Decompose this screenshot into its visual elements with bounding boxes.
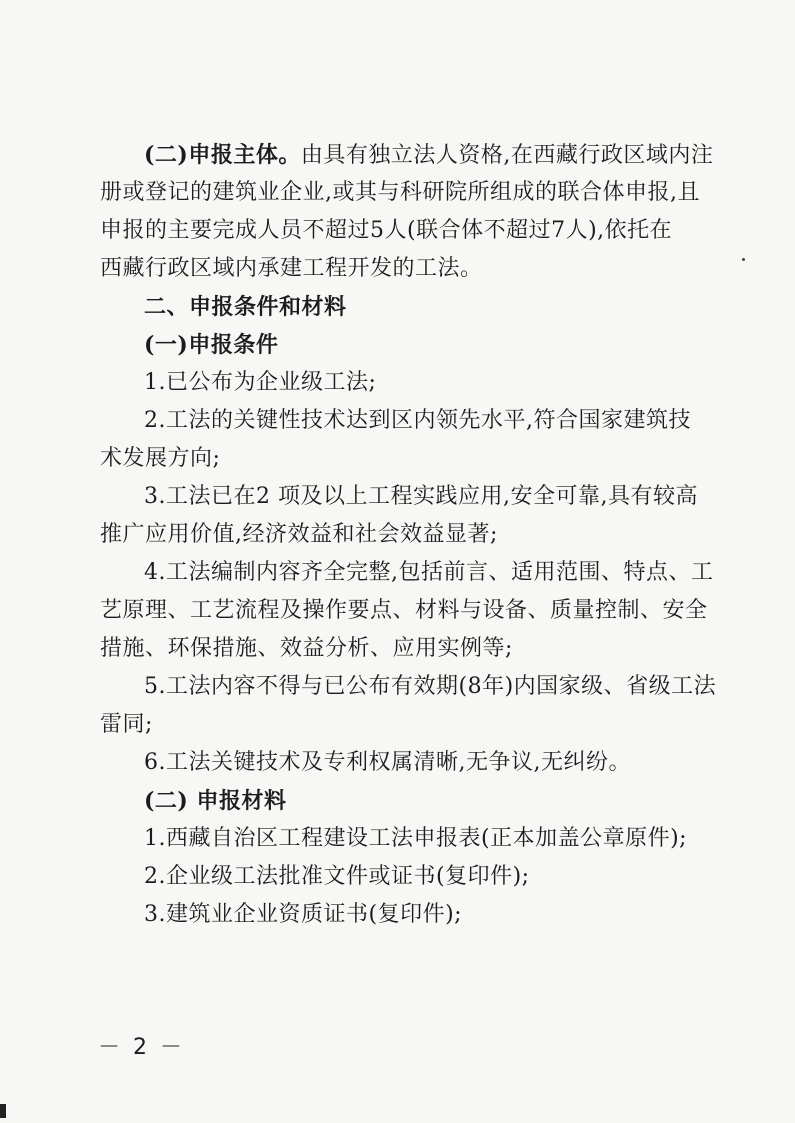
text-run: 术发展方向; — [100, 446, 221, 471]
scan-speck — [742, 258, 745, 261]
paragraph-section-2-heading — [100, 288, 700, 326]
text-line — [100, 288, 700, 326]
text-line — [100, 174, 700, 212]
text-run: 申报的主要完成人员不超过5人(联合体不超过7人),依托在 — [100, 218, 673, 243]
text-run: 1.西藏自治区工程建设工法申报表(正本加盖公章原件); — [144, 826, 688, 851]
text-run: 1.已公布为企业级工法; — [144, 370, 377, 395]
paragraph-condition-2 — [100, 402, 700, 478]
text-run: 西藏行政区域内承建工程开发的工法。 — [100, 256, 483, 281]
paragraph-condition-4 — [100, 554, 714, 668]
text-line — [100, 478, 700, 516]
text-run: 3.工法已在2 项及以上工程实践应用,安全可靠,具有较高 — [144, 484, 698, 509]
scan-binding-mark — [0, 1104, 6, 1118]
text-line — [100, 364, 700, 402]
text-line — [100, 782, 700, 820]
text-line — [100, 326, 700, 364]
text-line — [100, 896, 700, 934]
text-line — [100, 212, 700, 250]
text-run: 2.企业级工法批准文件或证书(复印件); — [144, 864, 530, 889]
text-line — [100, 554, 714, 592]
paragraph-material-1 — [100, 820, 700, 858]
paragraph-conditions-heading — [100, 326, 700, 364]
text-run: 3.建筑业企业资质证书(复印件); — [144, 902, 463, 927]
page-number: － 2 － — [98, 1035, 185, 1060]
paragraph-materials-heading — [100, 782, 700, 820]
text-run: 6.工法关键技术及专利权属清晰,无争议,无纠纷。 — [144, 750, 631, 775]
text-line — [100, 820, 700, 858]
bold-text: 二、申报条件和材料 — [144, 294, 347, 320]
text-line — [100, 630, 700, 668]
text-line — [100, 858, 700, 896]
text-run: 艺原理、工艺流程及操作要点、材料与设备、质量控制、安全 — [100, 598, 708, 623]
text-run: 雷同; — [100, 712, 153, 737]
text-run: 2.工法的关键性技术达到区内领先水平,符合国家建筑技 — [144, 408, 691, 433]
paragraph-material-2 — [100, 858, 700, 896]
text-line — [100, 706, 700, 744]
text-line — [100, 402, 700, 440]
text-line — [100, 592, 708, 630]
bold-text: (一)申报条件 — [144, 332, 279, 358]
text-run: 由具有独立法人资格,在西藏行政区域内注 — [300, 143, 714, 168]
text-run: 4.工法编制内容齐全完整,包括前言、适用范围、特点、工 — [144, 560, 714, 585]
paragraph-condition-6 — [100, 744, 700, 782]
text-line — [100, 136, 714, 174]
paragraph-condition-3 — [100, 478, 700, 554]
text-run: 推广应用价值,经济效益和社会效益显著; — [100, 522, 498, 547]
text-line — [100, 250, 700, 288]
bold-text: (二)申报主体。 — [144, 142, 301, 168]
text-run: 5.工法内容不得与已公布有效期(8年)内国家级、省级工法 — [144, 674, 717, 699]
paragraph-subject — [100, 136, 714, 288]
text-run: 册或登记的建筑业企业,或其与科研院所组成的联合体申报,且 — [100, 180, 700, 205]
text-run: 措施、环保措施、效益分析、应用实例等; — [100, 636, 513, 661]
text-line — [100, 668, 717, 706]
paragraph-condition-1 — [100, 364, 700, 402]
text-line — [100, 516, 700, 554]
paragraph-condition-5 — [100, 668, 717, 744]
text-line — [100, 440, 700, 478]
paragraph-material-3 — [100, 896, 700, 934]
document-body — [100, 136, 717, 934]
bold-text: (二) 申报材料 — [144, 788, 287, 814]
text-line — [100, 744, 700, 782]
